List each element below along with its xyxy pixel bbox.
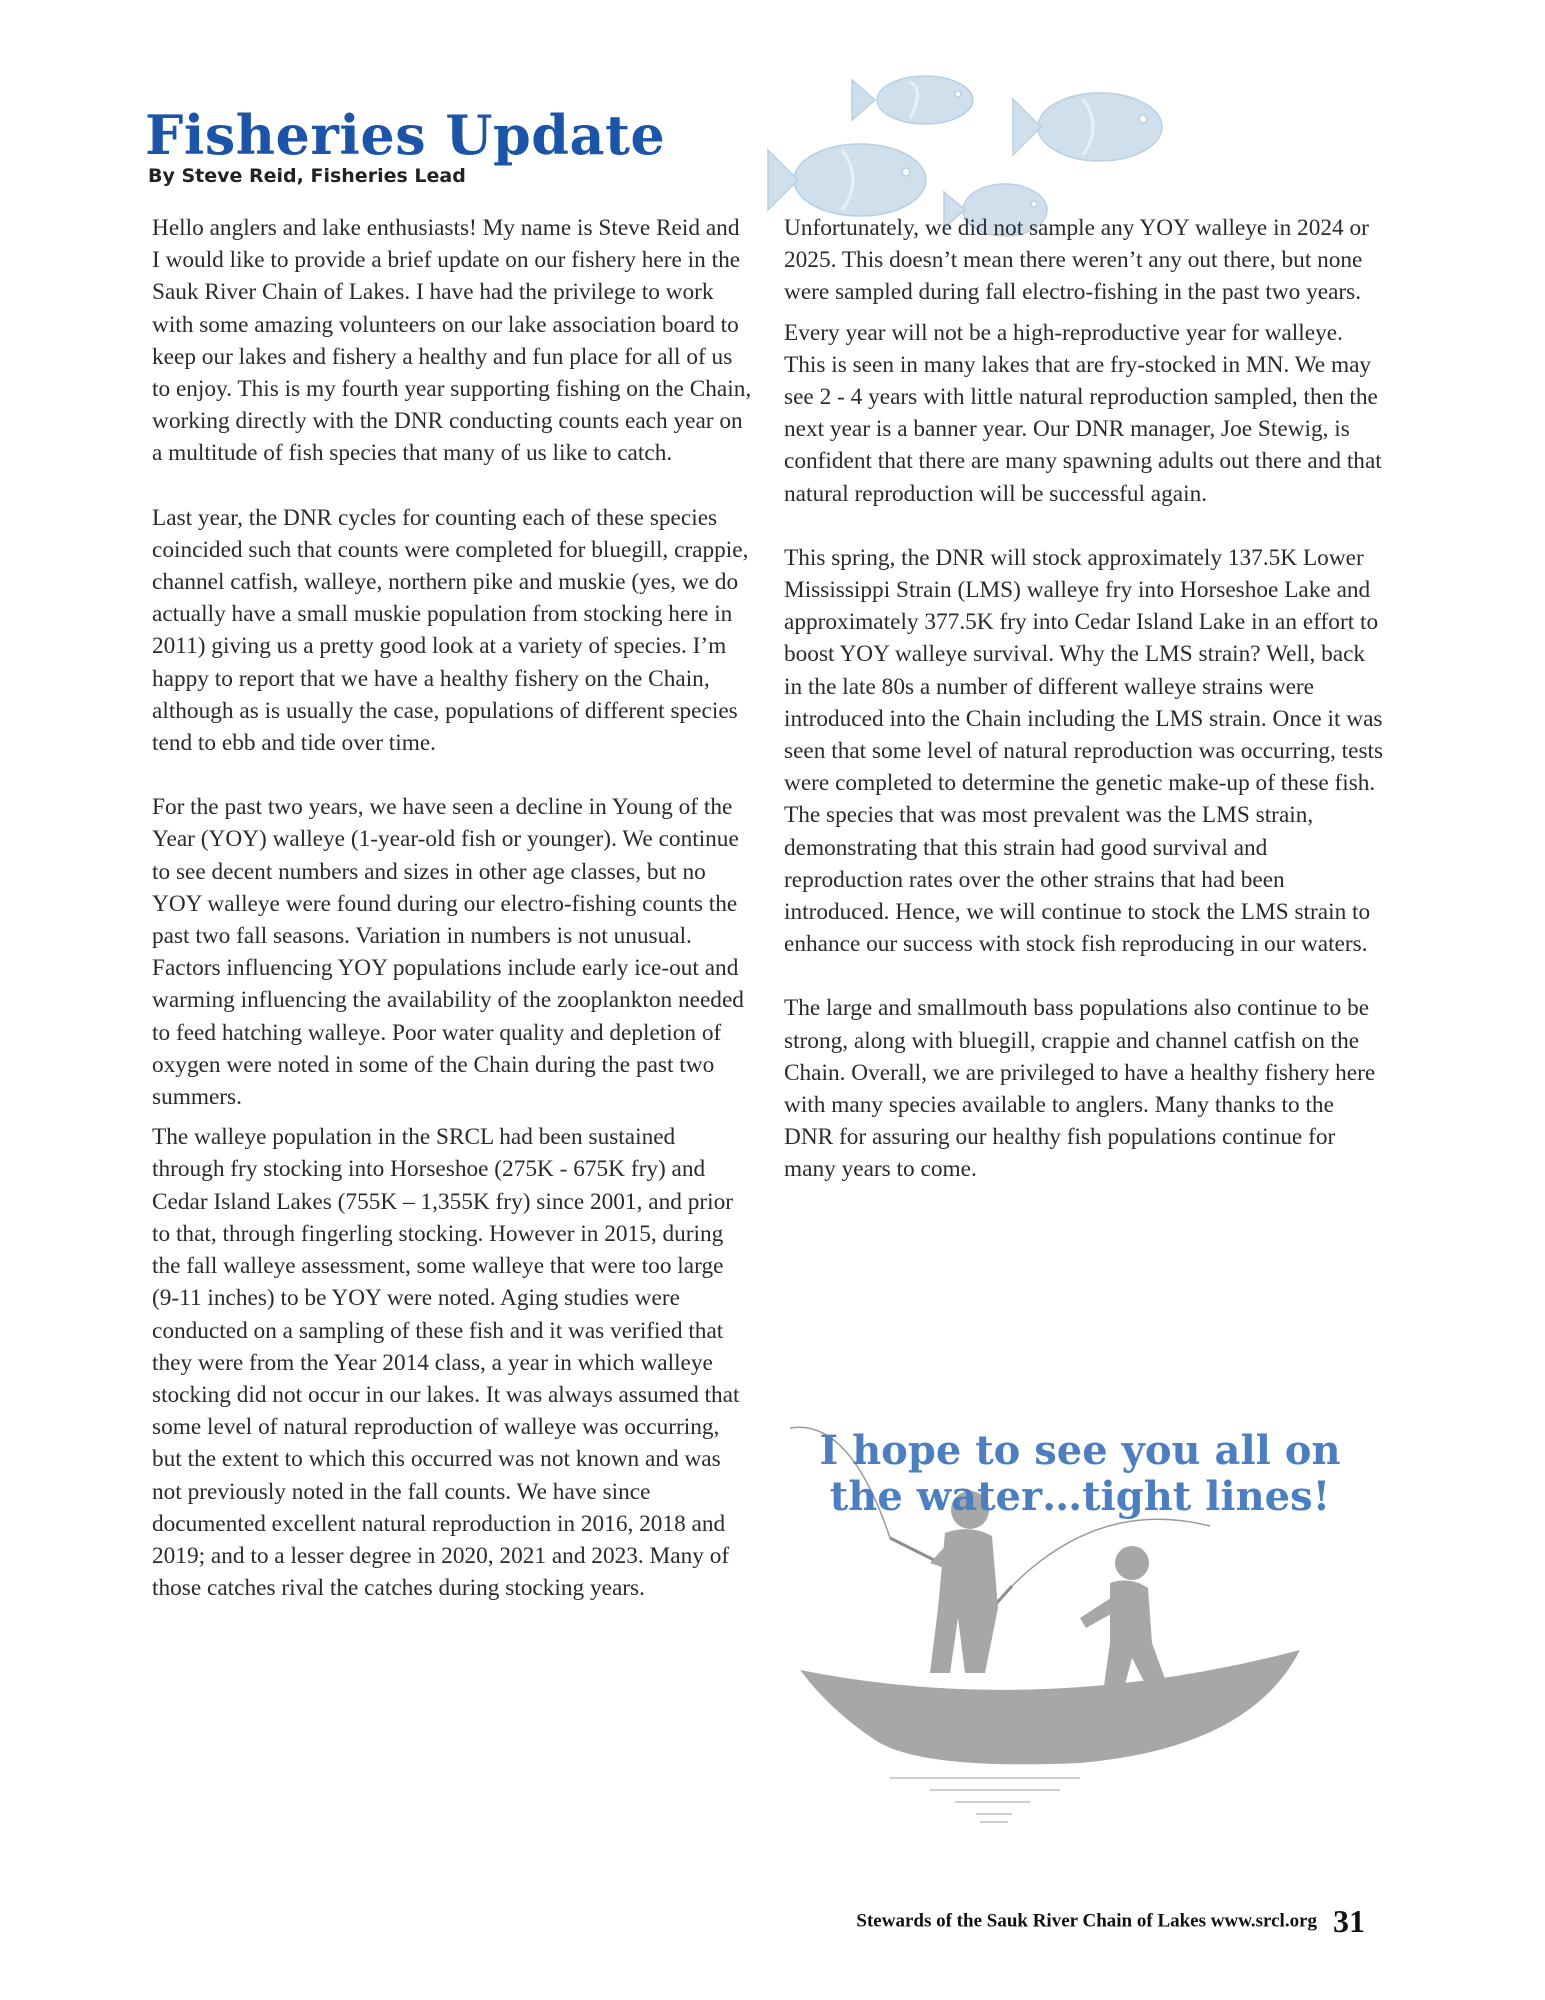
paragraph: Unfortunately, we did not sample any YOY walleye in 2024 or 2025. This doesn’t mean there weren’t any out there, but none were sampled during fall electro-fishing in the past two years. [784, 215, 1369, 306]
closing-message: I hope to see you all on the water…tight lines! [819, 1427, 1341, 1520]
fish-icon [852, 76, 973, 124]
byline: By Steve Reid, Fisheries Lead [148, 165, 466, 187]
water-reflection [890, 1778, 1080, 1822]
fish-icon [1013, 93, 1162, 161]
right-column [784, 212, 1384, 1186]
boat-silhouette [800, 1650, 1300, 1764]
fish-icon [768, 144, 926, 216]
page-title: Fisheries Update [145, 103, 666, 167]
paragraph: Every year will not be a high-reproductive year for walleye. This is seen in many lakes that are fry-stocked in MN. We may see 2 - 4 years with little natural reproduction sampled, then the next year is a banner year. Our DNR manager, Joe Stewig, is confident that there are many spawning adults out there and that natural reproduction will be successful again. [784, 319, 1382, 507]
paragraph: The large and smallmouth bass populations also continue to be strong, along with bluegill, crappie and channel catfish on the Chain. Overall, we are privileged to have a healthy fishery here with many species available to anglers. Many thanks to the DNR for assuring our healthy fish populations continue for many years to come. [784, 995, 1376, 1183]
left-column [152, 212, 752, 1604]
paragraph: Last year, the DNR cycles for counting each of these species coincided such that counts were completed for bluegill, crappie, channel catfish, walleye, northern pike and muskie (yes, we do actually have a small muskie population from stocking here in 2011) giving us a pretty good look at a variety of species. I’m happy to report that we have a healthy fishery on the Chain, although as is usually the case, populations of different species tend to ebb and tide over time. [152, 504, 749, 757]
fishing-line [1012, 1519, 1210, 1586]
paragraph: Hello anglers and lake enthusiasts! My name is Steve Reid and I would like to provide a brief update on our fishery here in the Sauk River Chain of Lakes. I have had the privilege to work with some amazing volunteers on our lake association board to keep our lakes and fishery a healthy and fun place for all of us to enjoy. This is my fourth year supporting fishing on the Chain, working directly with the DNR conducting counts each year on a multitude of fish species that many of us like to catch. [152, 215, 752, 467]
page-number: 31 [1333, 1903, 1365, 1939]
paragraph: For the past two years, we have seen a decline in Young of the Year (YOY) walleye (1-year-old fish or younger). We continue to see decent numbers and sizes in other age classes, but no YOY walleye were found during our electro-fishing counts the past two fall seasons. Variation in numbers is not unusual. Factors influencing YOY populations include early ice-out and warming influencing the availability of the zooplankton needed to feed hatching walleye. Poor water quality and depletion of oxygen were noted in some of the Chain during the past two summers. [152, 794, 744, 1111]
page-footer [856, 1903, 1365, 1940]
footer-publication: Stewards of the Sauk River Chain of Lakes www.srcl.org [856, 1910, 1317, 1932]
paragraph: The walleye population in the SRCL had been sustained through fry stocking into Horseshoe (275K - 675K fry) and Cedar Island Lakes (755K – 1,355K fry) since 2001, and prior to that, through fingerling stocking. However in 2015, during the fall walleye assessment, some walleye that were too large (9-11 inches) to be YOY were noted. Aging studies were conducted on a sampling of these fish and it was verified that they were from the Year 2014 class, a year in which walleye stocking did not occur in our lakes. It was always assumed that some level of natural reproduction of walleye was occurring, but the extent to which this occurred was not known and was not previously noted in the fall counts. We have since documented excellent natural reproduction in 2016, 2018 and 2019; and to a lesser degree in 2020, 2021 and 2023. Many of those catches rival the catches during stocking years. [152, 1124, 740, 1602]
paragraph: This spring, the DNR will stock approximately 137.5K Lower Mississippi Strain (LMS) walleye fry into Horseshoe Lake and approximately 377.5K fry into Cedar Island Lake in an effort to boost YOY walleye survival. Why the LMS strain? Well, back in the late 80s a number of different walleye strains were introduced into the Chain including the LMS strain. Once it was seen that some level of natural reproduction was occurring, tests were completed to determine the genetic make-up of these fish. The species that was most prevalent was the LMS strain, demonstrating that this strain had good survival and reproduction rates over the other strains that had been introduced. Hence, we will continue to stock the LMS strain to enhance our success with stock fish reproducing in our waters. [784, 544, 1384, 958]
